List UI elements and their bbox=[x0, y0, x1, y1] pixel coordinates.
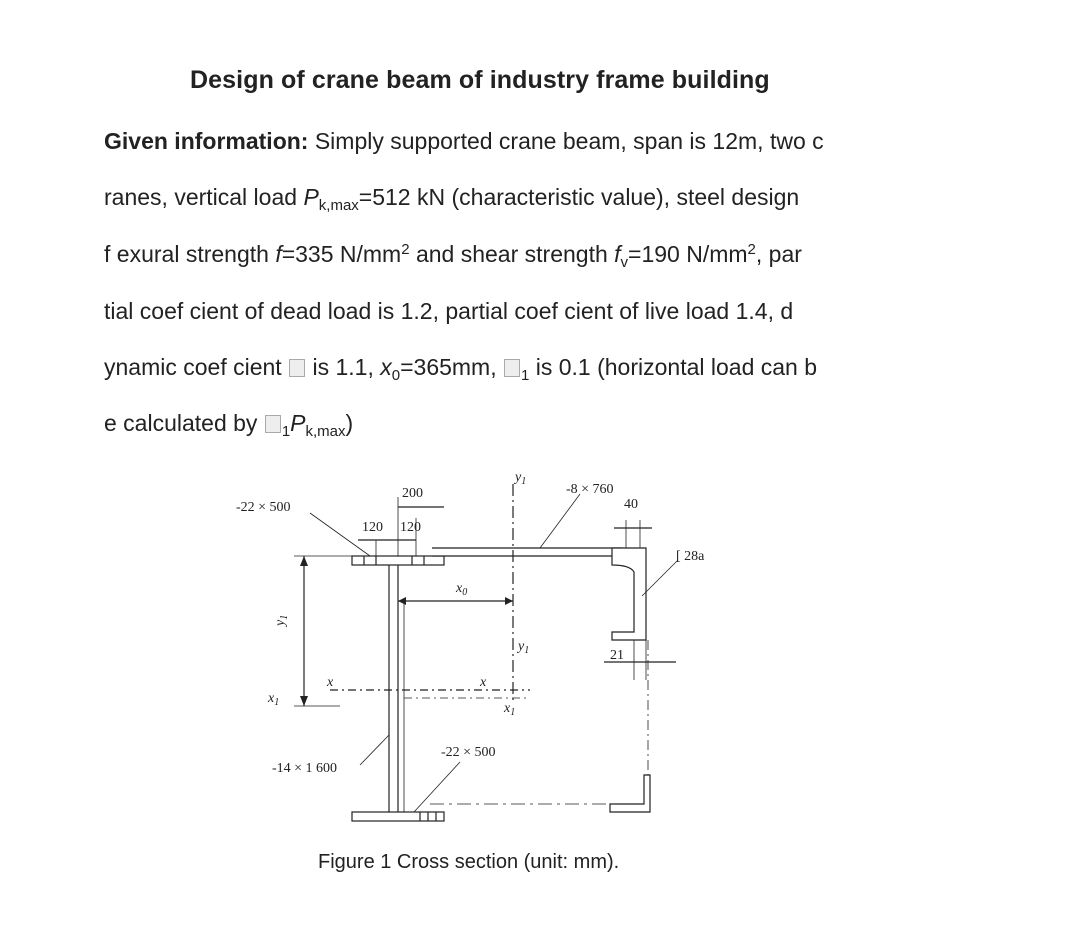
x1-right-sub: 1 bbox=[510, 707, 516, 718]
y1-top-sym: y bbox=[515, 470, 522, 485]
text: e calculated by bbox=[104, 410, 264, 436]
text: is 0.1 (horizontal load can b bbox=[529, 354, 818, 380]
y1-left-label bbox=[273, 615, 290, 628]
subscript: 1 bbox=[521, 367, 530, 384]
dim-120b-label: 120 bbox=[400, 520, 421, 535]
text: ) bbox=[345, 410, 354, 436]
subscript: v bbox=[620, 254, 629, 271]
dim-21-label: 21 bbox=[610, 648, 624, 663]
subscript: k,max bbox=[305, 423, 346, 440]
x1-right-label bbox=[503, 701, 515, 718]
x0-label bbox=[455, 581, 467, 598]
y1-left-sym: y bbox=[273, 619, 288, 626]
y1-mid-sym: y bbox=[518, 639, 525, 654]
subscript: 1 bbox=[281, 423, 291, 440]
lower-channel bbox=[610, 775, 650, 812]
web-label: -14 × 1 600 bbox=[272, 761, 338, 776]
y1-top-label bbox=[513, 470, 526, 487]
symbol-p: P bbox=[303, 184, 319, 210]
y1-left-sub: 1 bbox=[279, 614, 290, 620]
channel-label: [ 28a bbox=[676, 549, 705, 564]
x1-left-sub: 1 bbox=[274, 697, 280, 708]
text: f exural strength bbox=[104, 241, 276, 267]
y1-mid-sub: 1 bbox=[524, 645, 530, 656]
x1-left-label bbox=[267, 691, 279, 708]
text: =365mm, bbox=[400, 354, 503, 380]
x-left-label: x bbox=[327, 675, 334, 690]
x1-right-sym: x bbox=[504, 701, 511, 716]
given-label: Given information: bbox=[104, 128, 309, 154]
x1-left-sym: x bbox=[268, 691, 275, 706]
bottom-flange bbox=[352, 812, 444, 821]
given-text-1: Simply supported crane beam, span is 12m, two c bbox=[308, 128, 824, 154]
text: =190 N/mm bbox=[628, 241, 748, 267]
dim-200-label: 200 bbox=[402, 486, 423, 501]
text: , par bbox=[755, 241, 802, 267]
text: =335 N/mm bbox=[281, 241, 402, 267]
subscript: k,max bbox=[318, 197, 359, 214]
figure-caption: Figure 1 Cross section (unit: mm). bbox=[318, 851, 620, 873]
dim-40-label: 40 bbox=[624, 497, 638, 512]
y1-top-sub: 1 bbox=[521, 476, 527, 487]
given-line-4: tial coef cient of dead load is 1.2, partial coef cient of live load 1.4, d bbox=[104, 298, 794, 324]
text: ranes, vertical load bbox=[104, 184, 304, 210]
x0-sub: 0 bbox=[462, 587, 468, 598]
top-flange-label: -22 × 500 bbox=[236, 500, 291, 515]
y1-mid-label bbox=[516, 639, 529, 656]
x-right-label: x bbox=[480, 675, 487, 690]
text: and shear strength bbox=[409, 241, 615, 267]
symbol-fv: f bbox=[614, 241, 621, 267]
text: ynamic coef cient bbox=[104, 354, 289, 380]
symbol-f: f bbox=[275, 241, 282, 267]
symbol-p: P bbox=[290, 410, 306, 436]
document-title: Design of crane beam of industry frame building bbox=[190, 66, 770, 94]
x0-sym: x bbox=[456, 581, 463, 596]
plate-label: -8 × 760 bbox=[566, 482, 614, 497]
top-flange bbox=[352, 556, 444, 565]
channel-section bbox=[612, 548, 646, 640]
horizontal-plate bbox=[432, 548, 622, 556]
subscript: 0 bbox=[391, 367, 401, 384]
superscript: 2 bbox=[401, 241, 410, 258]
bottom-flange-label: -22 × 500 bbox=[441, 745, 496, 760]
text: =512 kN (characteristic value), steel design bbox=[358, 184, 800, 210]
dim-120a-label: 120 bbox=[362, 520, 383, 535]
superscript: 2 bbox=[747, 241, 756, 258]
symbol-x: x bbox=[380, 354, 392, 380]
text: is 1.1, bbox=[306, 354, 381, 380]
